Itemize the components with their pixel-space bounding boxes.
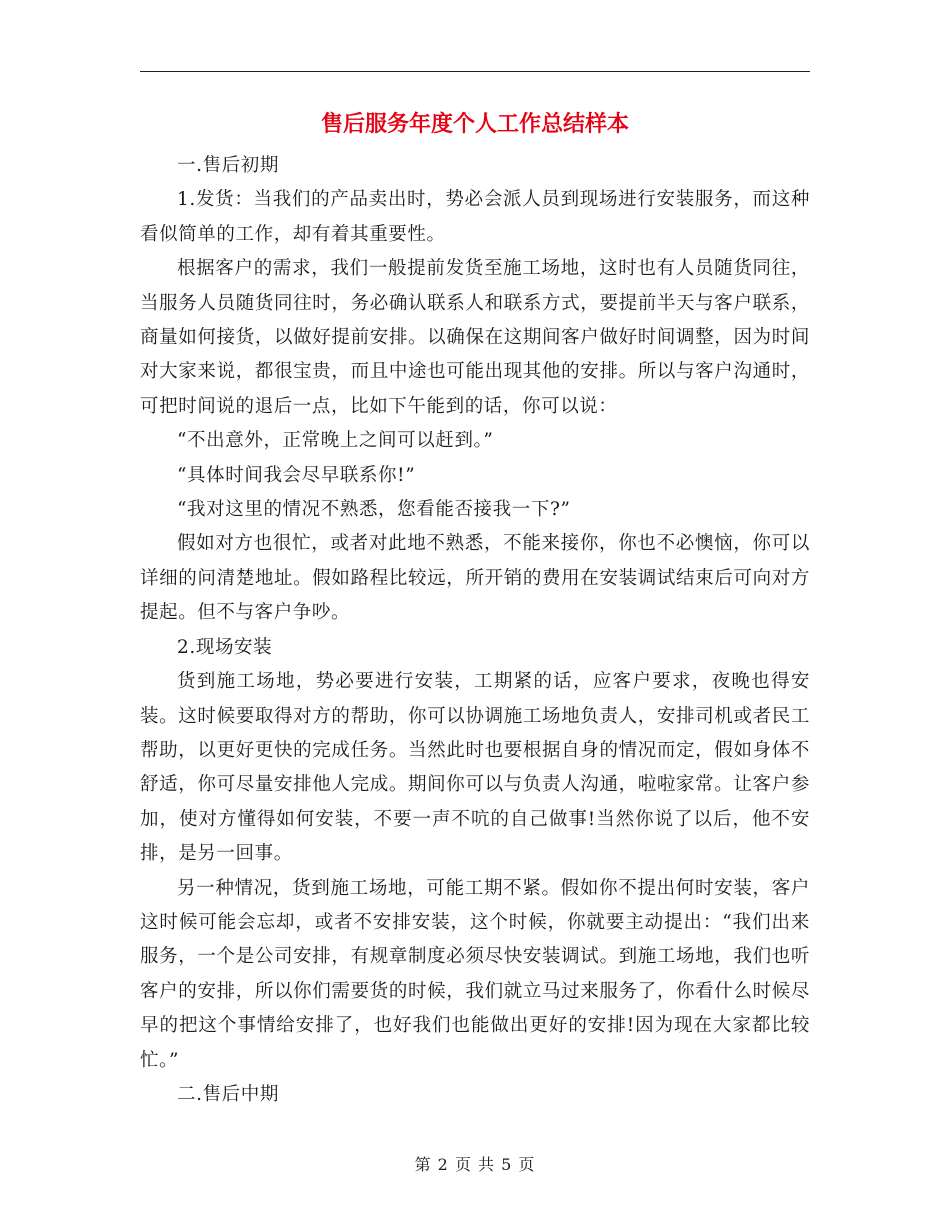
quote-line: “不出意外，正常晚上之间可以赶到。”	[177, 430, 494, 452]
paragraph: 另一种情况，货到施工场地，可能工期不紧。假如你不提出何时安装，客户这时候可能会忘却，或者不安排安装，这个时候，你就要主动提出：“我们出来服务，一个是公司安排，有规章制度必须尽快安装调试。到施工场地，我们也听客户的安排，所以你们需要货的时候，我们就立马过来服务了，你看什么时候尽早的把这个事情给安排了，也好我们也能做出更好的安排!因为现在大家都比较忙。”	[140, 877, 810, 1071]
page-footer: 第 2 页 共 5 页	[414, 1155, 536, 1174]
subsection-heading: 2.现场安装	[177, 636, 273, 658]
paragraph: 根据客户的需求，我们一般提前发货至施工场地，这时也有人员随货同往，当服务人员随货同往时，务必确认联系人和联系方式，要提前半天与客户联系，商量如何接货，以做好提前安排。以确保在这期间客户做好时间调整，因为时间对大家来说，都很宝贵，而且中途也可能出现其他的安排。所以与客户沟通时，可把时间说的退后一点，比如下午能到的话，你可以说：	[140, 258, 810, 417]
paragraph: 1.发货：当我们的产品卖出时，势必会派人员到现场进行安装服务，而这种看似简单的工作，却有着其重要性。	[140, 189, 810, 245]
section-heading-2: 二.售后中期	[177, 1083, 279, 1105]
quote-line: “具体时间我会尽早联系你!”	[177, 464, 416, 486]
section-heading-1: 一.售后初期	[177, 155, 279, 176]
quote-line: “我对这里的情况不熟悉，您看能否接我一下?”	[177, 499, 571, 521]
document-title: 售后服务年度个人工作总结样本	[320, 112, 629, 137]
paragraph: 货到施工场地，势必要进行安装，工期紧的话，应客户要求，夜晚也得安装。这时候要取得对方的帮助，你可以协调施工场地负责人，安排司机或者民工帮助，以更好更快的完成任务。当然此时也要根据自身的情况而定，假如身体不舒适，你可尽量安排他人完成。期间你可以与负责人沟通，啦啦家常。让客户参加，使对方懂得如何安装，不要一声不吭的自己做事!当然你说了以后，他不安排，是另一回事。	[140, 671, 810, 865]
paragraph: 假如对方也很忙，或者对此地不熟悉，不能来接你，你也不必懊恼，你可以详细的问清楚地址。假如路程比较远，所开销的费用在安装调试结束后可向对方提起。但不与客户争吵。	[140, 533, 810, 624]
header-rule	[140, 71, 810, 72]
document-body	[140, 149, 810, 1112]
